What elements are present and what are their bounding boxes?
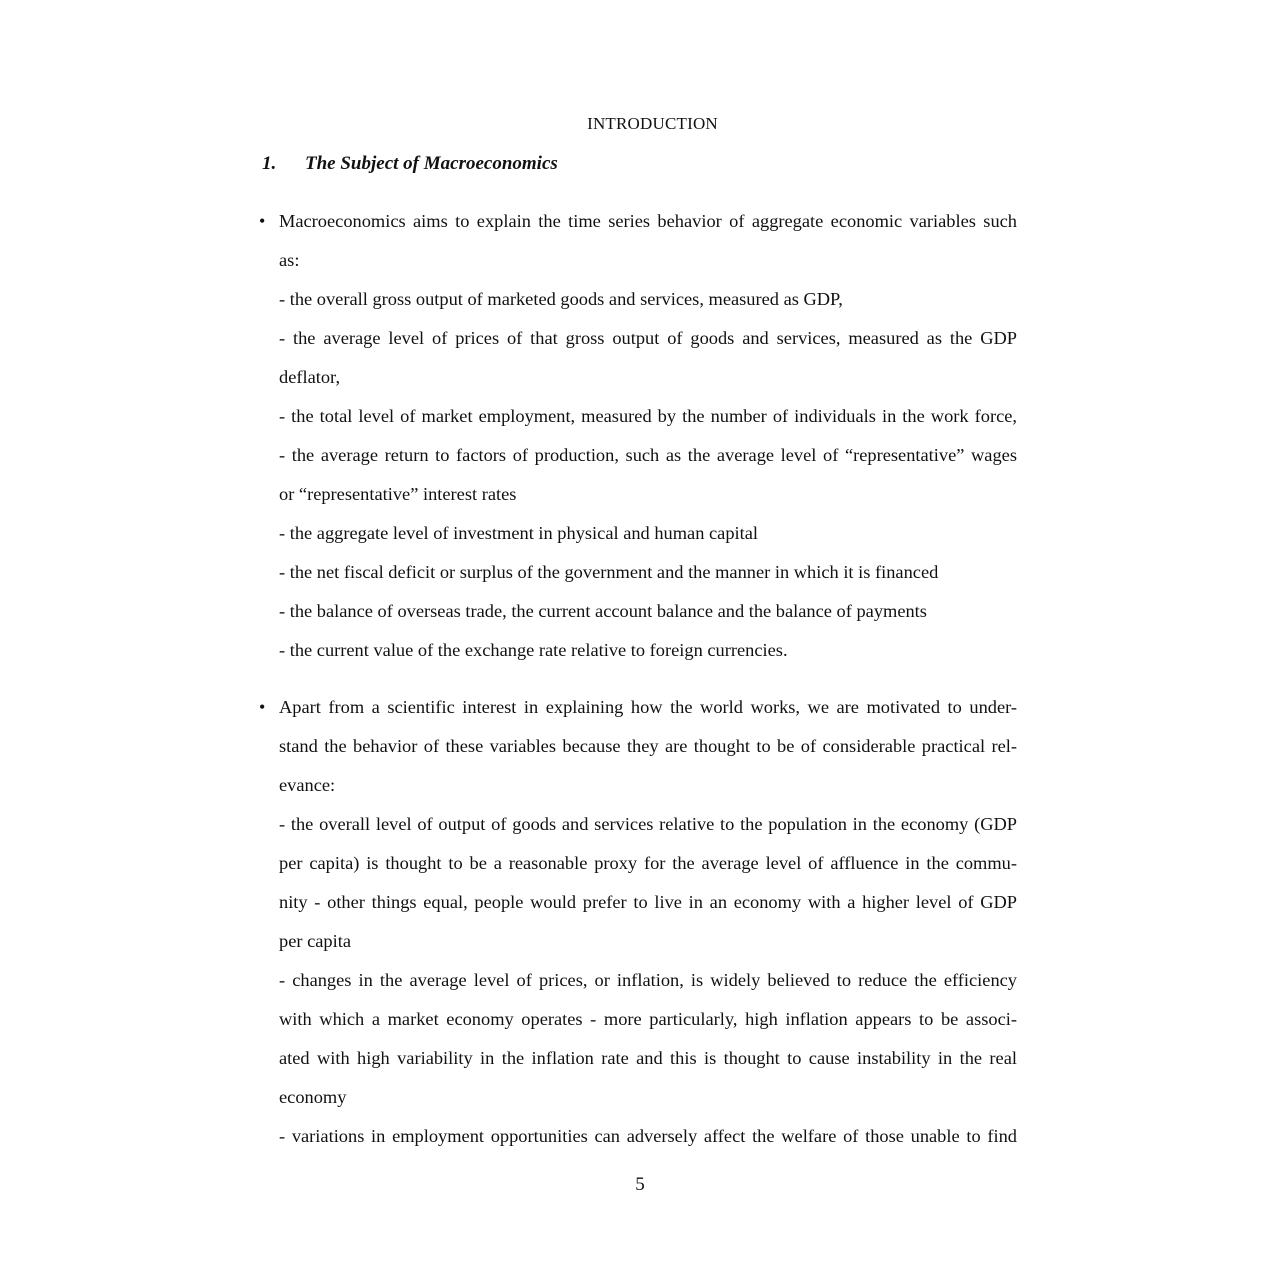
text-line: - the overall gross output of marketed goods and services, measured as GDP,: [279, 289, 843, 309]
text-line: evance:: [279, 775, 336, 795]
text-line: ated with high variability in the inflation rate and this is thought to cause instability in the real: [279, 1048, 1017, 1068]
page-number: 5: [635, 1174, 645, 1195]
text-line: deflator,: [279, 367, 341, 387]
chapter-heading-text: INTRODUCTION: [587, 114, 718, 133]
text-line: - the total level of market employment, measured by the number of individuals in the work force,: [279, 406, 1017, 426]
text-line: per capita: [279, 931, 351, 951]
text-line: Apart from a scientific interest in explaining how the world works, we are motivated to under-: [279, 697, 1017, 717]
text-line: or “representative” interest rates: [279, 484, 517, 504]
text-line: as:: [279, 250, 300, 270]
text-line: with which a market economy operates - more particularly, high inflation appears to be associ-: [279, 1009, 1017, 1029]
bullet-icon: •: [259, 697, 266, 717]
text-line: - the average level of prices of that gross output of goods and services, measured as the GDP: [279, 328, 1017, 348]
text-line: nity - other things equal, people would prefer to live in an economy with a higher level of GDP: [279, 892, 1017, 912]
section-number: 1.: [262, 153, 277, 174]
bullet-item-variables: [259, 202, 1017, 670]
section-title: [262, 151, 558, 177]
text-line: per capita) is thought to be a reasonable proxy for the average level of affluence in the commu-: [279, 853, 1017, 873]
text-line: Macroeconomics aims to explain the time series behavior of aggregate economic variables such: [279, 211, 1017, 231]
chapter-heading: [0, 113, 1280, 135]
text-line: economy: [279, 1087, 347, 1107]
text-line: - the net fiscal deficit or surplus of the government and the manner in which it is financed: [279, 562, 939, 582]
text-line: - the current value of the exchange rate relative to foreign currencies.: [279, 640, 788, 660]
text-line: - changes in the average level of prices, or inflation, is widely believed to reduce the efficiency: [279, 970, 1017, 990]
text-line: - the aggregate level of investment in physical and human capital: [279, 523, 759, 543]
text-line: - the overall level of output of goods and services relative to the population in the economy (GDP: [279, 814, 1017, 834]
text-line: - the balance of overseas trade, the current account balance and the balance of payments: [279, 601, 927, 621]
text-line: - the average return to factors of production, such as the average level of “representative” wages: [279, 445, 1017, 465]
bullet-item-motivation: [259, 688, 1017, 1156]
section-title-text: The Subject of Macroeconomics: [305, 153, 558, 174]
bullet-icon: •: [259, 211, 266, 231]
text-line: - variations in employment opportunities can adversely affect the welfare of those unable to find: [279, 1126, 1017, 1146]
text-line: stand the behavior of these variables because they are thought to be of considerable practical rel-: [279, 736, 1017, 756]
